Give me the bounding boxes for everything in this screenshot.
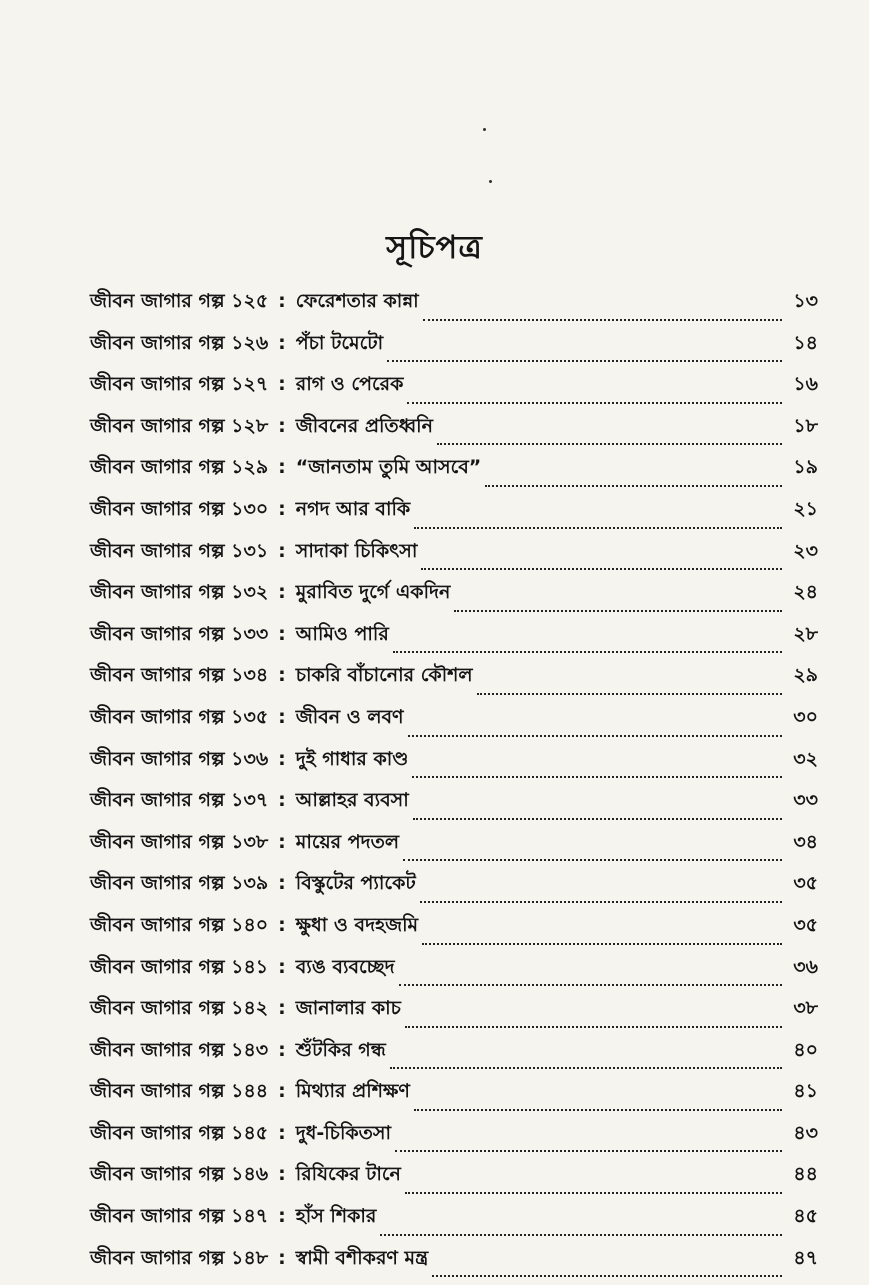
toc-page-number: ৩৫ xyxy=(793,913,818,936)
toc-page-number: ৩৪ xyxy=(793,830,818,853)
dot-leader xyxy=(413,818,782,820)
toc-series-label: জীবন জাগার গল্প ১৪৪ xyxy=(90,1080,269,1103)
toc-series-label: জীবন জাগার গল্প ১২৭ xyxy=(90,373,269,396)
toc-entry[interactable] xyxy=(90,869,818,911)
toc-story-title: শুঁটকির গন্ধ xyxy=(295,1038,386,1061)
toc-entry[interactable] xyxy=(90,578,818,620)
dot-leader xyxy=(432,1275,782,1277)
toc-separator: : xyxy=(278,997,286,1020)
dot-leader xyxy=(390,1067,782,1069)
toc-entry[interactable] xyxy=(90,1160,818,1202)
toc-entry[interactable] xyxy=(90,620,818,662)
dot-leader xyxy=(380,1234,782,1236)
dot-leader xyxy=(393,651,782,653)
toc-series-label: জীবন জাগার গল্প ১৪২ xyxy=(90,997,269,1020)
toc-separator: : xyxy=(278,373,286,396)
toc-series-label: জীবন জাগার গল্প ১৩৩ xyxy=(90,622,269,645)
toc-story-title: মায়ের পদতল xyxy=(295,830,400,853)
toc-story-title: ব্যঙ ব্যবচ্ছেদ xyxy=(295,955,395,978)
toc-separator: : xyxy=(278,331,286,354)
toc-story-title: “জানতাম তুমি আসবে” xyxy=(295,456,482,479)
toc-entry[interactable] xyxy=(90,828,818,870)
dot-leader xyxy=(485,485,782,487)
toc-page-number: ৪৭ xyxy=(793,1246,818,1269)
toc-separator: : xyxy=(278,747,286,770)
toc-entry[interactable] xyxy=(90,370,818,412)
toc-separator: : xyxy=(278,1205,286,1228)
toc-separator: : xyxy=(278,414,286,437)
toc-page-number: ১৮ xyxy=(793,414,818,437)
toc-story-title: মিথ্যার প্রশিক্ষণ xyxy=(295,1080,410,1103)
toc-separator: : xyxy=(278,830,286,853)
toc-story-title: আল্লাহর ব্যবসা xyxy=(295,789,409,812)
toc-separator: : xyxy=(278,1121,286,1144)
toc-story-title: পঁচা টমেটো xyxy=(295,331,384,354)
toc-separator: : xyxy=(278,705,286,728)
dot-leader xyxy=(412,776,782,778)
toc-entry[interactable] xyxy=(90,329,818,371)
toc-story-title: হাঁস শিকার xyxy=(295,1205,377,1228)
toc-series-label: জীবন জাগার গল্প ১২৫ xyxy=(90,290,269,312)
toc-series-label: জীবন জাগার গল্প ১৪৬ xyxy=(90,1163,269,1186)
toc-story-title: জীবন ও লবণ xyxy=(295,705,404,728)
toc-entry[interactable] xyxy=(90,1077,818,1119)
toc-separator: : xyxy=(278,664,286,687)
toc-page-number: ৩৫ xyxy=(793,872,818,895)
toc-story-title: চাকরি বাঁচানোর কৌশল xyxy=(295,664,473,687)
toc-separator: : xyxy=(278,872,286,895)
toc-series-label: জীবন জাগার গল্প ১২৯ xyxy=(90,456,269,479)
dot-leader xyxy=(405,1026,782,1028)
toc-series-label: জীবন জাগার গল্প ১৩৭ xyxy=(90,789,269,812)
toc-series-label: জীবন জাগার গল্প ১৩০ xyxy=(90,497,269,520)
toc-entry[interactable] xyxy=(90,1036,818,1078)
toc-page-number: ৪৩ xyxy=(793,1121,818,1144)
toc-page-number: ৪৪ xyxy=(793,1163,818,1186)
toc-page-number: ১৬ xyxy=(793,373,818,396)
toc-series-label: জীবন জাগার গল্প ১৩১ xyxy=(90,539,269,562)
dot-leader xyxy=(403,859,782,861)
ink-speck xyxy=(483,128,486,131)
toc-story-title: রাগ ও পেরেক xyxy=(295,373,404,396)
toc-story-title: আমিও পারি xyxy=(295,622,389,645)
toc-page-number: ১৪ xyxy=(793,331,818,354)
toc-series-label: জীবন জাগার গল্প ১৪১ xyxy=(90,955,269,978)
dot-leader xyxy=(437,443,782,445)
toc-story-title: বিস্কুটের প্যাকেট xyxy=(295,872,416,895)
toc-series-label: জীবন জাগার গল্প ১৪৩ xyxy=(90,1038,269,1061)
toc-separator: : xyxy=(278,456,286,479)
table-of-contents xyxy=(90,287,818,1285)
toc-separator: : xyxy=(278,539,286,562)
dot-leader xyxy=(395,1150,782,1152)
toc-separator: : xyxy=(278,1038,286,1061)
dot-leader xyxy=(387,360,782,362)
toc-entry[interactable] xyxy=(90,287,818,329)
toc-entry[interactable] xyxy=(90,661,818,703)
toc-story-title: মুরাবিত দুর্গে একদিন xyxy=(295,581,451,604)
toc-series-label: জীবন জাগার গল্প ১৪৫ xyxy=(90,1121,269,1144)
toc-page-number: ২৯ xyxy=(793,664,818,687)
toc-page-number: ২১ xyxy=(793,497,818,520)
toc-page-number: ৪৫ xyxy=(793,1205,818,1228)
toc-story-title: ক্ষুধা ও বদহজমি xyxy=(295,913,419,936)
toc-page-number: ২৪ xyxy=(793,581,818,604)
toc-series-label: জীবন জাগার গল্প ১৩৮ xyxy=(90,830,269,853)
toc-story-title: জানালার কাচ xyxy=(295,997,401,1020)
toc-series-label: জীবন জাগার গল্প ১৩৬ xyxy=(90,747,269,770)
toc-page-number: ২৩ xyxy=(793,539,818,562)
toc-story-title: দুধ-চিকিতসা xyxy=(295,1121,391,1144)
toc-separator: : xyxy=(278,290,286,312)
toc-separator: : xyxy=(278,581,286,604)
dot-leader xyxy=(477,693,782,695)
dot-leader xyxy=(408,735,782,737)
dot-leader xyxy=(423,319,782,321)
toc-separator: : xyxy=(278,1080,286,1103)
toc-page-number: ৩৬ xyxy=(793,955,818,978)
toc-story-title: জীবনের প্রতিধ্বনি xyxy=(295,414,433,437)
toc-series-label: জীবন জাগার গল্প ১৪০ xyxy=(90,913,269,936)
toc-page-number: ১৩ xyxy=(793,290,818,312)
toc-story-title: দুই গাধার কাণ্ড xyxy=(295,747,409,770)
toc-entry[interactable] xyxy=(90,745,818,787)
toc-series-label: জীবন জাগার গল্প ১২৮ xyxy=(90,414,269,437)
toc-series-label: জীবন জাগার গল্প ১৩৪ xyxy=(90,664,269,687)
toc-page-number: ৩০ xyxy=(793,705,818,728)
toc-entry[interactable] xyxy=(90,495,818,537)
dot-leader xyxy=(399,984,782,986)
toc-series-label: জীবন জাগার গল্প ১৩২ xyxy=(90,581,269,604)
toc-page-number: ৪০ xyxy=(793,1038,818,1061)
toc-series-label: জীবন জাগার গল্প ১৪৭ xyxy=(90,1205,269,1228)
dot-leader xyxy=(454,610,782,612)
toc-page-number: ৪১ xyxy=(793,1080,818,1103)
toc-page-number: ৩৮ xyxy=(793,997,818,1020)
toc-page-number: ৩২ xyxy=(793,747,818,770)
dot-leader xyxy=(405,1192,782,1194)
toc-separator: : xyxy=(278,955,286,978)
toc-story-title: সাদাকা চিকিৎসা xyxy=(295,539,418,562)
toc-entry[interactable] xyxy=(90,1202,818,1244)
toc-series-label: জীবন জাগার গল্প ১৪৮ xyxy=(90,1246,269,1269)
toc-entry[interactable] xyxy=(90,412,818,454)
dot-leader xyxy=(414,1109,782,1111)
toc-entry[interactable] xyxy=(90,1244,818,1285)
toc-entry[interactable] xyxy=(90,953,818,995)
toc-separator: : xyxy=(278,497,286,520)
dot-leader xyxy=(407,402,782,404)
toc-entry[interactable] xyxy=(90,453,818,495)
toc-separator: : xyxy=(278,622,286,645)
toc-separator: : xyxy=(278,1246,286,1269)
toc-entry[interactable] xyxy=(90,1119,818,1161)
toc-series-label: জীবন জাগার গল্প ১৩৫ xyxy=(90,705,269,728)
ink-speck xyxy=(489,180,492,183)
toc-story-title: নগদ আর বাকি xyxy=(295,497,411,520)
dot-leader xyxy=(422,943,782,945)
toc-story-title: রিযিকের টানে xyxy=(295,1163,401,1186)
toc-page-number: ২৮ xyxy=(793,622,818,645)
toc-story-title: ফেরেশতার কান্না xyxy=(295,290,419,312)
toc-series-label: জীবন জাগার গল্প ১৩৯ xyxy=(90,872,269,895)
dot-leader xyxy=(414,527,782,529)
toc-entry[interactable] xyxy=(90,994,818,1036)
toc-separator: : xyxy=(278,913,286,936)
toc-entry[interactable] xyxy=(90,537,818,579)
toc-series-label: জীবন জাগার গল্প ১২৬ xyxy=(90,331,269,354)
toc-page-number: ৩৩ xyxy=(793,789,818,812)
page-title: সূচিপত্র xyxy=(386,228,483,266)
toc-story-title: স্বামী বশীকরণ মন্ত্র xyxy=(295,1246,429,1269)
toc-page-number: ১৯ xyxy=(793,456,818,479)
toc-entry[interactable] xyxy=(90,786,818,828)
toc-entry[interactable] xyxy=(90,911,818,953)
toc-separator: : xyxy=(278,1163,286,1186)
dot-leader xyxy=(420,901,782,903)
toc-separator: : xyxy=(278,789,286,812)
toc-entry[interactable] xyxy=(90,703,818,745)
dot-leader xyxy=(421,568,782,570)
